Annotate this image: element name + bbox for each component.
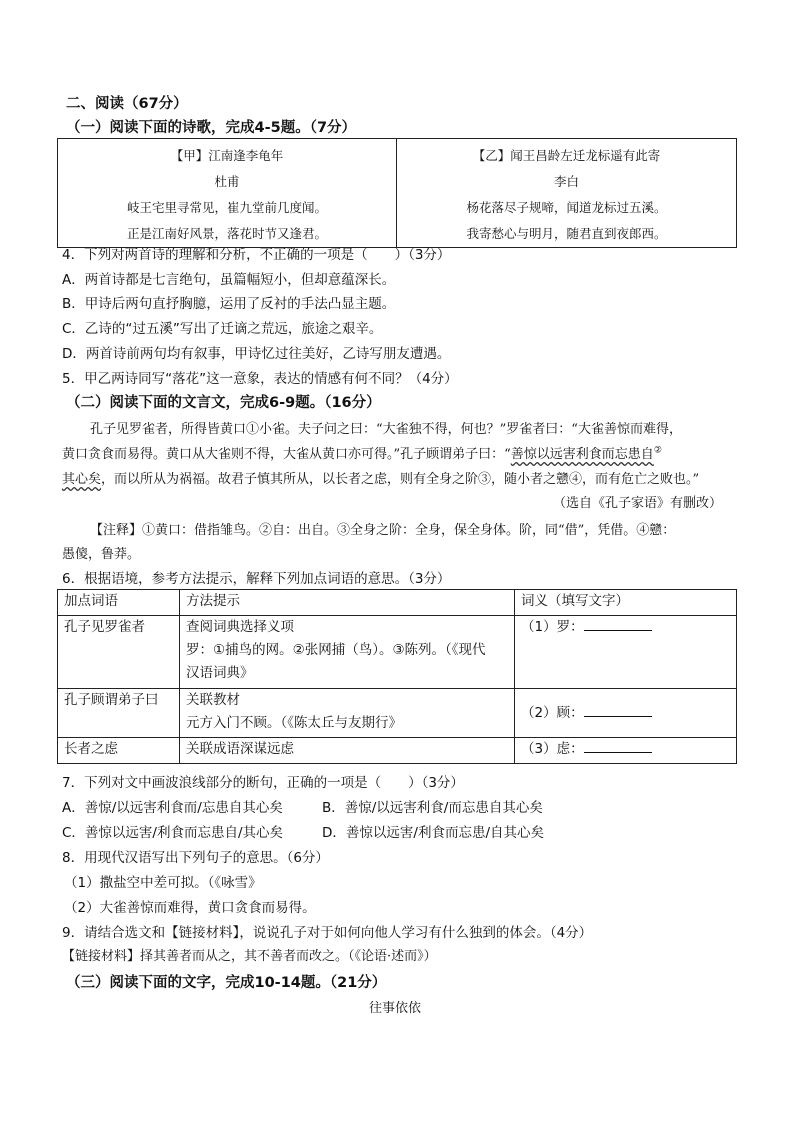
passage-line: 孔子见罗雀者，所得皆黄口①小雀。夫子问之曰：“大雀独不得，何也？”罗雀者曰：“大雀善惊而难得， [90, 422, 682, 437]
poem-jia [58, 139, 397, 248]
section-title: 二、阅读（67分） [66, 96, 188, 112]
table-header: 方法提示 [180, 590, 515, 616]
option-d: D．善惊以远害/利食而忘患/自其心矣 [322, 825, 544, 841]
poem-line: 我寄愁心与明月，随君直到夜郎西。 [466, 226, 667, 241]
answer-blank[interactable] [584, 618, 652, 631]
option-c: C．乙诗的“过五溪”写出了迁谪之荒远，旅途之艰辛。 [62, 321, 383, 337]
table-header: 加点词语 [58, 590, 180, 616]
option-b: B．甲诗后两句直抒胸臆，运用了反衬的手法凸显主题。 [62, 296, 396, 312]
part1-title: （一）阅读下面的诗歌，完成4-5题。（7分） [66, 120, 357, 136]
question-9: 9．请结合选文和【链接材料】，说说孔子对于如何向他人学习有什么独到的体会。（4分） [62, 925, 593, 941]
poem-title: 【甲】江南逢李龟年 [170, 148, 284, 163]
table-header-row [58, 590, 737, 616]
poem-yi [397, 139, 737, 248]
poem-author: 李白 [553, 174, 579, 189]
option-a: A．善惊/以远害利食而/忘患自其心矣 [62, 800, 283, 816]
table-header: 词义（填写文字） [515, 590, 737, 616]
table-cell-method: 关联教材 元方入门不顾。（《陈太丘与友期行》 [180, 689, 515, 738]
poem-line: 岐王宅里寻常见，崔九堂前几度闻。 [126, 200, 327, 215]
table-row [58, 689, 737, 738]
table-cell-word: 长者之虑 [58, 738, 180, 764]
option-a: A．两首诗都是七言绝句，虽篇幅短小，但却意蕴深长。 [62, 272, 396, 288]
answer-blank[interactable] [584, 740, 652, 753]
poem-table [57, 138, 737, 248]
question-8: 8．用现代汉语写出下列句子的意思。（6分） [62, 850, 329, 866]
vocab-table [57, 589, 737, 764]
table-cell-answer[interactable]: （1）罗： [515, 616, 737, 689]
question-8-item: （2）大雀善惊而难得，黄口贪食而易得。 [64, 900, 316, 916]
link-material: 【链接材料】择其善者而从之，其不善者而改之。（《论语·述而》） [62, 949, 437, 964]
passage-line: 黄口贪食而易得。黄口从大雀则不得，大雀从黄口亦可得。”孔子顾谓弟子曰：“善惊以远害利食而忘患自② [62, 445, 662, 462]
table-cell-answer[interactable]: （2）顾： [515, 689, 737, 738]
wavy-underline-text: 善惊以远害利食而忘患自 [510, 447, 654, 462]
wavy-underline-text: 其心矣 [62, 472, 102, 487]
part3-title: （三）阅读下面的文字，完成10-14题。（21分） [66, 975, 387, 991]
poem-line: 杨花落尽子规啼，闻道龙标过五溪。 [466, 200, 667, 215]
table-row [58, 616, 737, 689]
answer-blank[interactable] [584, 704, 652, 717]
table-cell-word: 孔子见罗雀者 [58, 616, 180, 689]
part2-title: （二）阅读下面的文言文，完成6-9题。（16分） [66, 395, 381, 411]
passage-line: 其心矣，而以所从为祸福。故君子慎其所从，以长者之虑，则有全身之阶③，随小者之戆④，而有危亡之败也。” [62, 472, 700, 487]
question-6: 6．根据语境，参考方法提示，解释下列加点词语的意思。（3分） [62, 571, 451, 587]
question-5: 5．甲乙两诗同写“落花”这一意象，表达的情感有何不同？（4分） [62, 371, 458, 387]
question-7: 7．下列对文中画波浪线部分的断句，正确的一项是（ ）（3分） [62, 775, 464, 791]
table-row [58, 738, 737, 764]
table-cell-method: 查阅词典选择义项 罗：①捕鸟的网。②张网捕（鸟）。③陈列。（《现代 汉语词典》 [180, 616, 515, 689]
table-cell-answer[interactable]: （3）虑： [515, 738, 737, 764]
passage-source: （选自《孔子家语》有删改） [553, 496, 723, 511]
notes: 愚傻，鲁莽。 [62, 547, 141, 562]
poem-title: 【乙】闻王昌龄左迁龙标遥有此寄 [472, 148, 661, 163]
question-4: 4．下列对两首诗的理解和分析，不正确的一项是（ ）（3分） [62, 247, 451, 263]
question-8-item: （1）撒盐空中差可拟。（《咏雪》 [64, 875, 262, 891]
notes: 【注释】①黄口：借指雏鸟。②自：出自。③全身之阶：全身，保全身体。阶，同“借”，凭借。④戆： [90, 523, 676, 538]
option-b: B．善惊/以远害利食/而忘患自其心矣 [322, 800, 543, 816]
table-cell-word: 孔子顾谓弟子曰 [58, 689, 180, 738]
poem-author: 杜甫 [214, 174, 240, 189]
poem-line: 正是江南好风景，落花时节又逢君。 [126, 226, 327, 241]
essay-title: 往事依依 [369, 1001, 422, 1016]
table-cell-method: 关联成语深谋远虑 [180, 738, 515, 764]
option-c: C．善惊以远害/利食而忘患自/其心矣 [62, 825, 284, 841]
option-d: D．两首诗前两句均有叙事，甲诗忆过往美好，乙诗写朋友遭遇。 [62, 346, 451, 362]
